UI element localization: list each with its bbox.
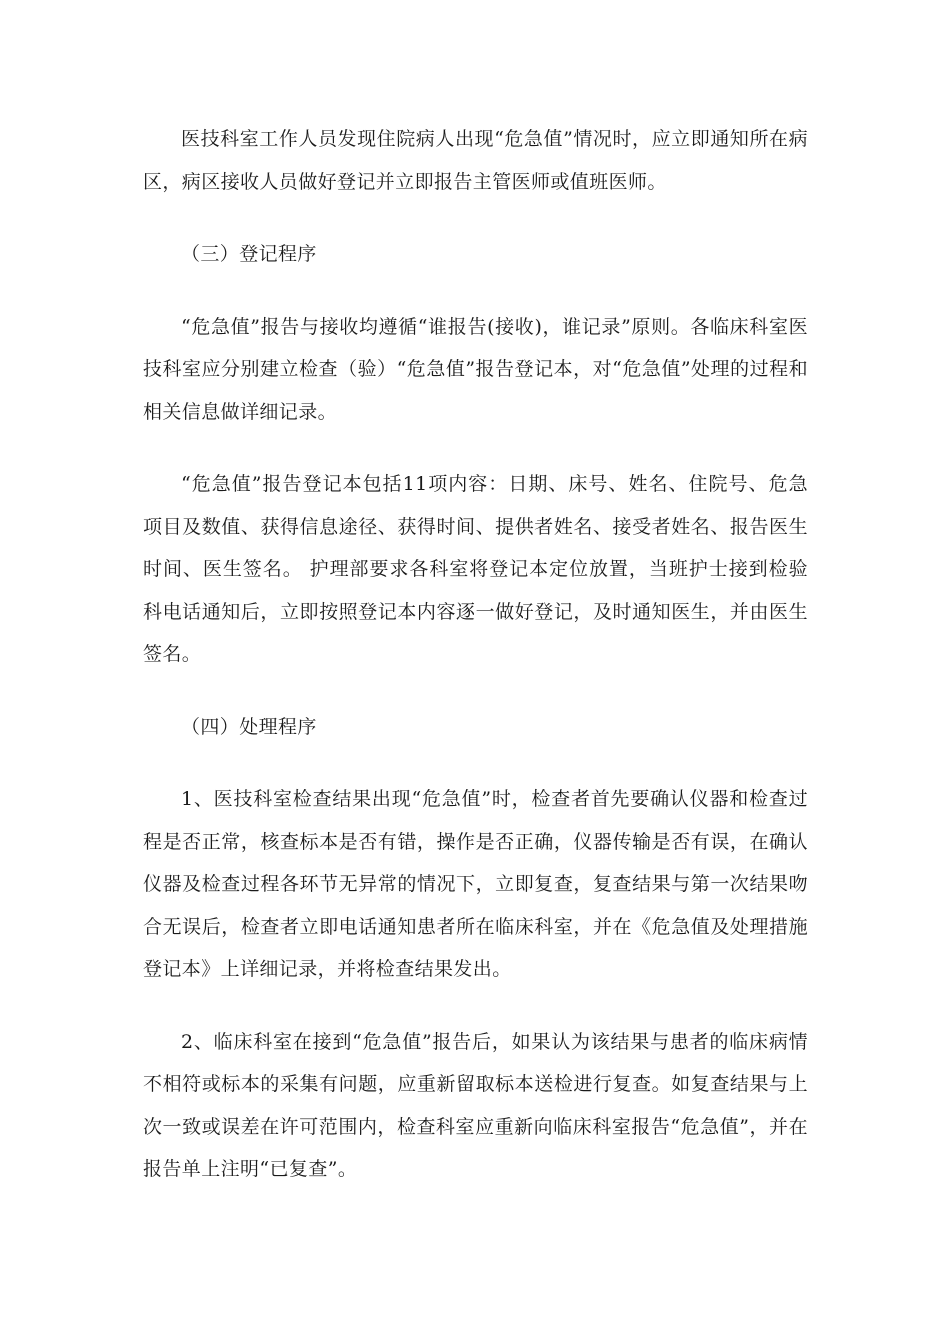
paragraph-registration-principle: “危急值”报告与接收均遵循“谁报告(接收)，谁记录”原则。各临床科室医技科室应分别建立检查（验）“危急值”报告登记本，对“危急值”处理的过程和相关信息做详细记录。 [143,315,808,423]
paragraph-handling-step-2: 2、临床科室在接到“危急值”报告后，如果认为该结果与患者的临床病情不相符或标本的采集有问题，应重新留取标本送检进行复查。如复查结果与上次一致或误差在许可范围内，检查科室应重新向临床科室报告“危急值”，并在报告单上注明“已复查”。 [143,1030,808,1180]
document-body [143,118,808,1221]
section-heading-registration: （三）登记程序 [181,243,317,265]
paragraph-handling-step-1: 1、医技科室检查结果出现“危急值”时，检查者首先要确认仪器和检查过程是否正常，核查标本是否有错，操作是否正确，仪器传输是否有误，在确认仪器及检查过程各环节无异常的情况下，立即复查，复查结果与第一次结果吻合无误后，检查者立即电话通知患者所在临床科室，并在《危急值及处理措施登记本》上详细记录，并将检查结果发出。 [143,788,808,980]
paragraph-registration-contents: “危急值”报告登记本包括11项内容：日期、床号、姓名、住院号、危急项目及数值、获得信息途径、获得时间、提供者姓名、接受者姓名、报告医生时间、医生签名。 护理部要求各科室将登记本定位放置，当班护士接到检验科电话通知后，立即按照登记本内容逐一做好登记，及时通知医生，并由医生签名。 [143,473,808,665]
section-heading-handling: （四）处理程序 [181,715,317,738]
paragraph-notification: 医技科室工作人员发现住院病人出现“危急值”情况时，应立即通知所在病区，病区接收人员做好登记并立即报告主管医师或值班医师。 [143,128,808,193]
